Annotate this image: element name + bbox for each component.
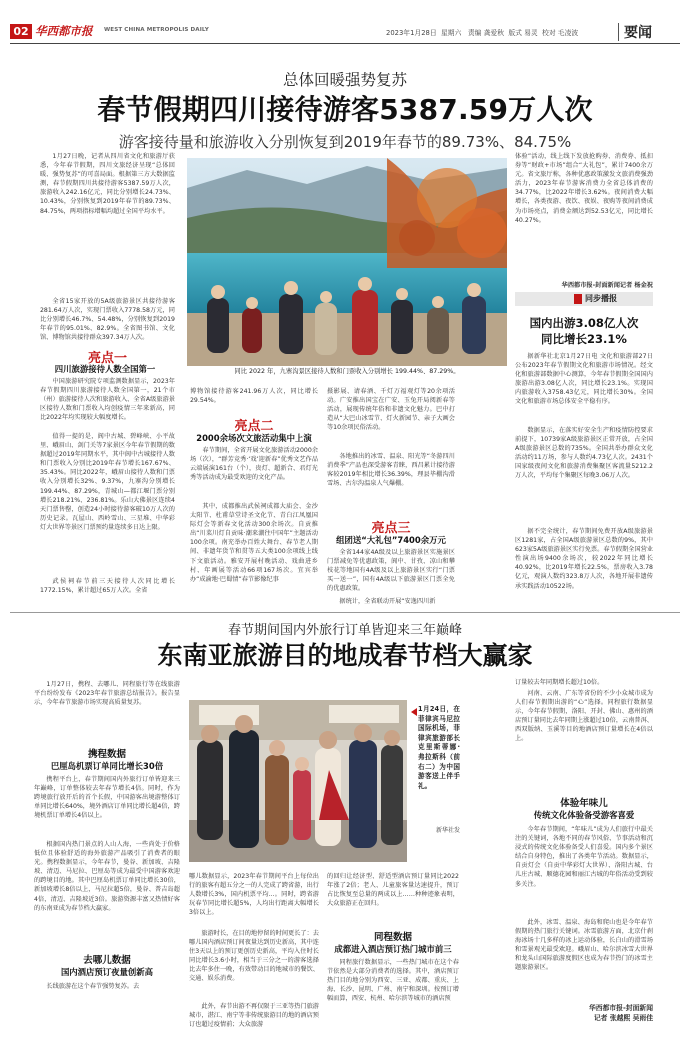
highlight1-title: 四川旅游接待人数全国第一 [54,364,156,374]
highlight1-body1: 中国旅游研究院专项监测数据显示，2023年春节假期四川旅游接待人数全国第一，21个市（州）旅游接待人次和旅游收入、全省A级旅游景区接待人数和门票收入均创疫情三年来新高，同比2022年均实现较大幅度增长。 [40,378,175,422]
sync-icon [574,294,582,304]
nianwei-body: 今年春节期间，“年味儿”成为人们旅行中最关注的关键词，各地不同的春节风俗、节事活动和沉浸式的传统文化体验备受人们喜爱。国内多个景区结合自身特色，推出了各类年节活动。数据显示，自贡灯会（自贡中华彩灯大世界）、洛阳古城、台儿庄古城、顺德花园和丽江古城的年俗活动受到较多关注。 [515,826,653,888]
side-title-1: 国内出游3.08亿人次 [529,316,639,330]
highlight2-title: 2000余场次文旅活动集中上演 [196,433,312,443]
ctrip-label: 携程数据 [87,749,126,760]
header-info: 2023年1月28日 星期六 责编 龚爱秋 版式 易灵 校对 毛凌波 [386,29,579,37]
mid-body3: 此外，春节出游不再仅限于三亚等热门旅游城市，湛江、南宁等非传统旅游目的地的酒店预订也超过疫情前；大众旅游 [189,1003,319,1029]
highlight1-label: 亮点一 [87,351,127,366]
side-title-2: 同比增长23.1% [541,332,627,346]
jiuzhaigou-caption: 同比 2022 年，九寨沟景区接待人数和门票收入分别增长 199.44%、87.29%。 [234,368,460,375]
col4-top: 摄影展、请春酒、千灯万福观灯等20余项活动。广安推出国宝在广安、玉兔开局阅新春等活动，展现传统年俗和非遗文化魅力。巴中打造从“大巴山冰雪节、灯火新园节、亲子大画会等10余项民俗活动。 [327,388,455,432]
col4-mid: 各地推出的冰雪、温泉、阳光等“冬游四川消费季”产品也深受游客青睐，西昌累计接待游客较2019年相比增长36.39%，理县毕棚沟滑雪场、古尔沟温泉人气爆棚。 [327,453,455,488]
nianwei-body2: 此外，冰雪、温泉、海岛和爬山也是今年春节假期的热门旅行关键词。冰雪旅游方面，北京什刹海冰场十几多样的冰上运动体验，长白山的滑雪场和雪景观光最受欢迎。峨眉山、哈尔滨冰雪大世界和龙头山国际旅游度假区也成为春节热门的冰雪主题旅游景区。 [515,919,653,972]
qunar-title: 国内酒店预订夜量创新高 [60,967,154,977]
highlight2-body: 春节期间，全省开展文化旅游活动2000余场（次），“群芳竞秀·‘戏’迎新春”优秀文艺作品云端展演161台（个），贵灯、超新合、君灯光秀等活动成为最受欢迎的文化产品。 [190,447,318,482]
story2-byline2: 记者 张越熙 吴雨佳 [593,1014,653,1022]
jiuzhaigou-photo [187,158,507,366]
mid-body: 哪儿数据显示，2023年春节期间平台上每位出行的旅客有超五分之一的人完成了跨省游，出行人数增长3%，国内机票平均...。同时，跨省游玩春节同比增长超5%，人均出行距离大幅增长3倍以上。 [189,873,319,917]
page-number-badge: 02 [10,24,32,39]
side-body3: 据不完全统计，春节期间免费开放A级旅游景区1281家，占全国A级旅游景区总数的9%，其中623家5A级旅游景区实行免票。春节假期全国营业性演出场9400余场次，较2022年同比增长40.92%，比2019年增长22.5%，票房收入3.78亿元，观演人数约323.8万人次，各地开展非遗传承实践活动10522场。 [515,528,653,590]
nianwei-label: 体验年味儿 [560,798,608,809]
side-body2: 数据显示，在落实好安全生产和疫情防控要求前提下，10739家A级旅游景区正常开放，占全国A级旅游景区总数的735%。全国共举办群众文化活动约11万场，参与人数约4.73亿人次。2431个国家级夜间文化和旅游消费集聚区客流量5212.2万人次，平均每个集聚区每晚3.06万人次。 [515,427,653,480]
paper-name-en: WEST CHINA METROPOLIS DAILY [104,27,209,33]
highlight2-label: 亮点二 [234,419,274,434]
sync-label: 同步播报 [585,294,617,303]
tongcheng-body: 同程旅行数据显示，一些热门城市在这个春节依然是大部分消费者的选择。其中，酒店预订热门目的地分别为西安、三亚、成都、重庆、上海、长沙、昆明、广州、南宁和深圳。按预订增幅而算，西安、杭州、哈尔滨等城市的酒店预 [327,959,459,1003]
paper-name: 华西都市报 [35,24,93,38]
header-rule [10,43,680,44]
highlight3-body: 全省144家4A级及以上旅游景区实施景区门票减免等优惠政策，阆中、甘孜、凉山和攀枝花等地国有4A级及以上旅游景区实行“门票买一送一”，国有4A级以下旅游景区门票全免的优惠政策。 [327,549,455,593]
col5-byline: 华西都市报-封面新闻记者 杨金祝 [561,282,653,289]
story1-lead: 1月27日晚，记者从四川省文化和旅游厅获悉，今年春节假期，四川文旅经济呈现“总体回暖、强势复苏”的可喜局面。根据第三方大数据监测，春节假期四川共接待游客5387.59万人次，旅游收入242.16亿元，同比分别增长24.73%、10.43%，分别恢复到2019年春节的89.73%、84.75%，两项指标增幅均超过全国平均水平。 [40,153,175,215]
story1-headline: 春节假期四川接待游客5387.59万人次 [97,93,593,126]
nianwei-title: 传统文化体验备受游客喜爱 [533,810,635,820]
story1-lead2: 全省15家开放的5A级旅游景区共接待游客281.64万人次，实现门票收入7778.58万元，同比分别增长46.7%、54.48%，分别恢复到2019年春节的95.01%、82.9%。全省图书馆、文化馆、博物馆共接待群众397.34万人次。 [40,298,175,342]
story2-kicker: 春节期间国内外旅行订单皆迎来三年巅峰 [227,623,462,638]
side-body1: 据新华社北京1月27日电 文化和旅游部27日公布2023年春节假期文化和旅游市场情况。经文化和旅游部数据中心测算，今年春节假期全国国内旅游出游3.08亿人次，同比增长23.1%。实现国内旅游收入3758.43亿元，同比增长30%。全国文化和旅游市场总体安全平稳有序。 [515,353,653,406]
header-divider [618,23,619,41]
col3-top: 博物馆接待游客241.96万人次，同比增长29.54%。 [190,388,318,405]
qunar-label: 去哪儿数据 [83,955,131,966]
tongcheng-label: 同程数据 [373,932,412,943]
sync-bar [515,292,653,306]
photo-credit: 新华社发 [435,827,460,834]
story1-subhead: 游客接待量和旅游收入分别恢复到2019年春节的89.73%、84.75% [118,133,572,151]
col5-top: 体验”活动，线上线下发放抢购券、消费券、抵扣券等“财政+市场”组合“大礼包”，累计7400余万元。省文旅厅称，各种优惠政策激发文旅消费强劲活力，2023年春节游客消费力全省总体消费的34.77%，比2022年增长3.62%。夜间消费大幅增长，各类夜游、夜饮、夜娱、夜购等夜间消费成为市场亮点，消费金额达到52.53亿元，同比增长40.27%。 [515,153,653,224]
section-label: 要闻 [624,25,652,41]
story1-kicker: 总体回暖强势复苏 [282,71,407,89]
manila-caption: 1月24日，在菲律宾马尼拉国际机场，菲律宾旅游部长克里斯蒂娜·弗拉斯科（前右二）为中国游客送上伴手礼。 [418,705,460,790]
story2-lead: 1月27日，携程、去哪儿、同程旅行等在线旅游平台纷纷发布《2023年春节旅游总结报告》。报告显示，今年春节旅游市场实现高质量复苏。 [34,681,180,707]
story2-headline: 东南亚旅游目的地成春节档大赢家 [157,641,533,670]
highlight2-body2: 其中，成都推出武侯祠成都大庙会、金沙太阳节、杜甫草堂诗圣文化节、青白江凤凰国际灯会等新春文化活动300余场次。自贡推出“川菜川灯自贡味·潮来潮往中国年”主题活动100余项。南充举办百姓大舞台、春节老人期间、非遗年货节和贯等五大类100余项线上线下文旅活动。雅安开展村晚活动、戏曲进乡村、年画展等活动66项167场次。宜宾举办“成渝地·巴蜀情”春节影像纪事 [190,503,318,583]
highlight3-body2: 据统计，全省联动开展“安逸四川新 [339,598,436,605]
col4-body: 的回归让经济型、舒适型酒店预订量同比2022年涨了2倍；老人、儿童旅客量达速提升，预订占比恢复至总量的两成以上……种种迹象表明，大众旅游正在回归。 [327,873,459,908]
col5-s2-body2: 河南、云南、广东等省份的不少小众城市成为人们春节假期出游的“心”选择。同程旅行数据显示，今年春节假期，洛阳、开封、佛山、惠州的酒店预订量同比去年同期上涨超过10倍，云南普洱、西双版纳、玉溪等目的地酒店预订量增长在4倍以上。 [515,690,653,743]
col5-s2-body: 订量较去年同期增长超过10倍。 [515,679,604,686]
story2-byline1: 华西都市报-封面新闻 [589,1004,653,1012]
ctrip-body2: 根据国内热门景点的人山人海，一些尚处于价格低位且体验舒适的海外旅游产品吸引了消费者的眼光。携程数据显示，今年春节，曼谷、新加坡、吉隆坡、清迈、马尼拉、巴厘岛等成为最受中国游客欢迎的跨境目的地。其中巴厘岛机票订单同比增长30倍，新加坡增长8倍以上，马尼拉超5倍，曼谷、普吉岛超4倍，清迈、吉隆坡近3倍。旅游资源丰富又热情好客的东南亚成为春节档大赢家。 [34,841,180,912]
manila-airport-photo [189,700,407,862]
ctrip-body: 携程平台上，春节期间国内外旅行订单皆迎来三年巅峰，订单整体较去年春节增长4倍。同时，作为跨境旅行放开后的首个长假，中国游客出境游整体订单同比增长640%，境外酒店订单同比增长超4倍，跨境机票订单增长4倍以上。 [34,776,180,820]
ctrip-title: 巴厘岛机票订单同比增长30倍 [50,761,164,771]
highlight3-label: 亮点三 [371,521,411,536]
highlight1-body2: 值得一提的是，阆中古城、碧峰峡、小平故里、峨眉山、剑门关等7家景区今年春节假期的数据超过2019年同期水平，其中阆中古城接待人数和门票收入分别比2019年春节增长167.67%、35.43%。同比2022年，峨眉山接待人数和门票收入分别增长32%、9.37%，九寨沟分别增长199.44%、87.29%，青城山—都江堰门票分别增长218.21%、236.81%。乐山大佛景区连续4天门票售罄，创造24小时接待游客破10万人次的历史记录。瓦屋山、西岭雪山、三星堆、中华彩灯大世界等景区门票预约量连续多日达上限。 [40,433,175,531]
highlight1-body3: 武侯祠春节前三天接待人次同比增长1772.15%，累计超过65万人次。全省 [40,578,175,595]
mid-body2: 旅游时长，在目的地停留的时间更长了：去哪儿国内酒店预订间夜量达到历史新高，其中连住3天以上的预订更创历史新高，平均入住时长同比增长3.6小时，相当于三分之一的游客选择比去年多住一晚，有效带动目的地城市的餐饮、交通、娱乐消费。 [189,930,319,983]
tongcheng-title: 成都进入酒店预订热门城市前三 [334,944,452,954]
qunar-body: 长线旅游在这个春节强势复苏。去 [46,983,140,990]
story-divider [10,612,680,613]
highlight3-title: 组团送“大礼包”7400余万元 [336,535,446,545]
